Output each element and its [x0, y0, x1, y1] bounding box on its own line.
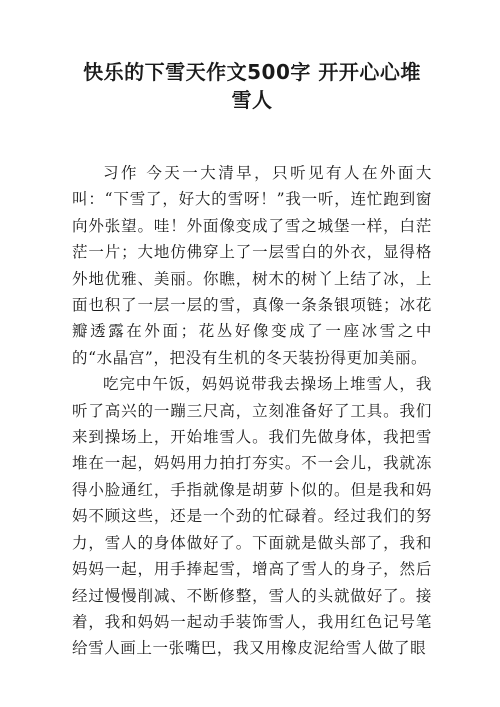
paragraph-1: 习作 今天一大清早，只听见有人在外面大叫：“下雪了，好大的雪呀！”我一听，连忙跑到窗向外张望。哇！外面像变成了雪之城堡一样，白茫茫一片；大地仿佛穿上了一层雪白的外衣，显得格外地优雅、美丽。你瞧，树木的树丫上结了冰，上面也积了一层一层的雪，真像一条条银项链；冰花瓣透露在外面；花丛好像变成了一座冰雪之中的“水晶宫”，把没有生机的冬天装扮得更加美丽。	[72, 164, 432, 367]
title-line-2: 雪人	[231, 88, 273, 112]
document-title	[72, 58, 432, 114]
document-body	[72, 160, 432, 662]
title-line-1: 快乐的下雪天作文500字 开开心心堆	[83, 60, 421, 84]
paragraph-2: 吃完中午饭，妈妈说带我去操场上堆雪人，我听了高兴的一蹦三尺高，立刻准备好了工具。我们来到操场上，开始堆雪人。我们先做身体，我把雪堆在一起，妈妈用力拍打夯实。不一会儿，我就冻得小脸通红，手指就像是胡萝卜似的。但是我和妈妈不顾这些，还是一个劲的忙碌着。经过我们的努力，雪人的身体做好了。下面就是做头部了，我和妈妈一起，用手捧起雪，增高了雪人的身子，然后经过慢慢削减、不断修整，雪人的头就做好了。接着，我和妈妈一起动手装饰雪人，我用红色记号笔给雪人画上一张嘴巴，我又用橡皮泥给雪人做了眼	[72, 375, 432, 658]
